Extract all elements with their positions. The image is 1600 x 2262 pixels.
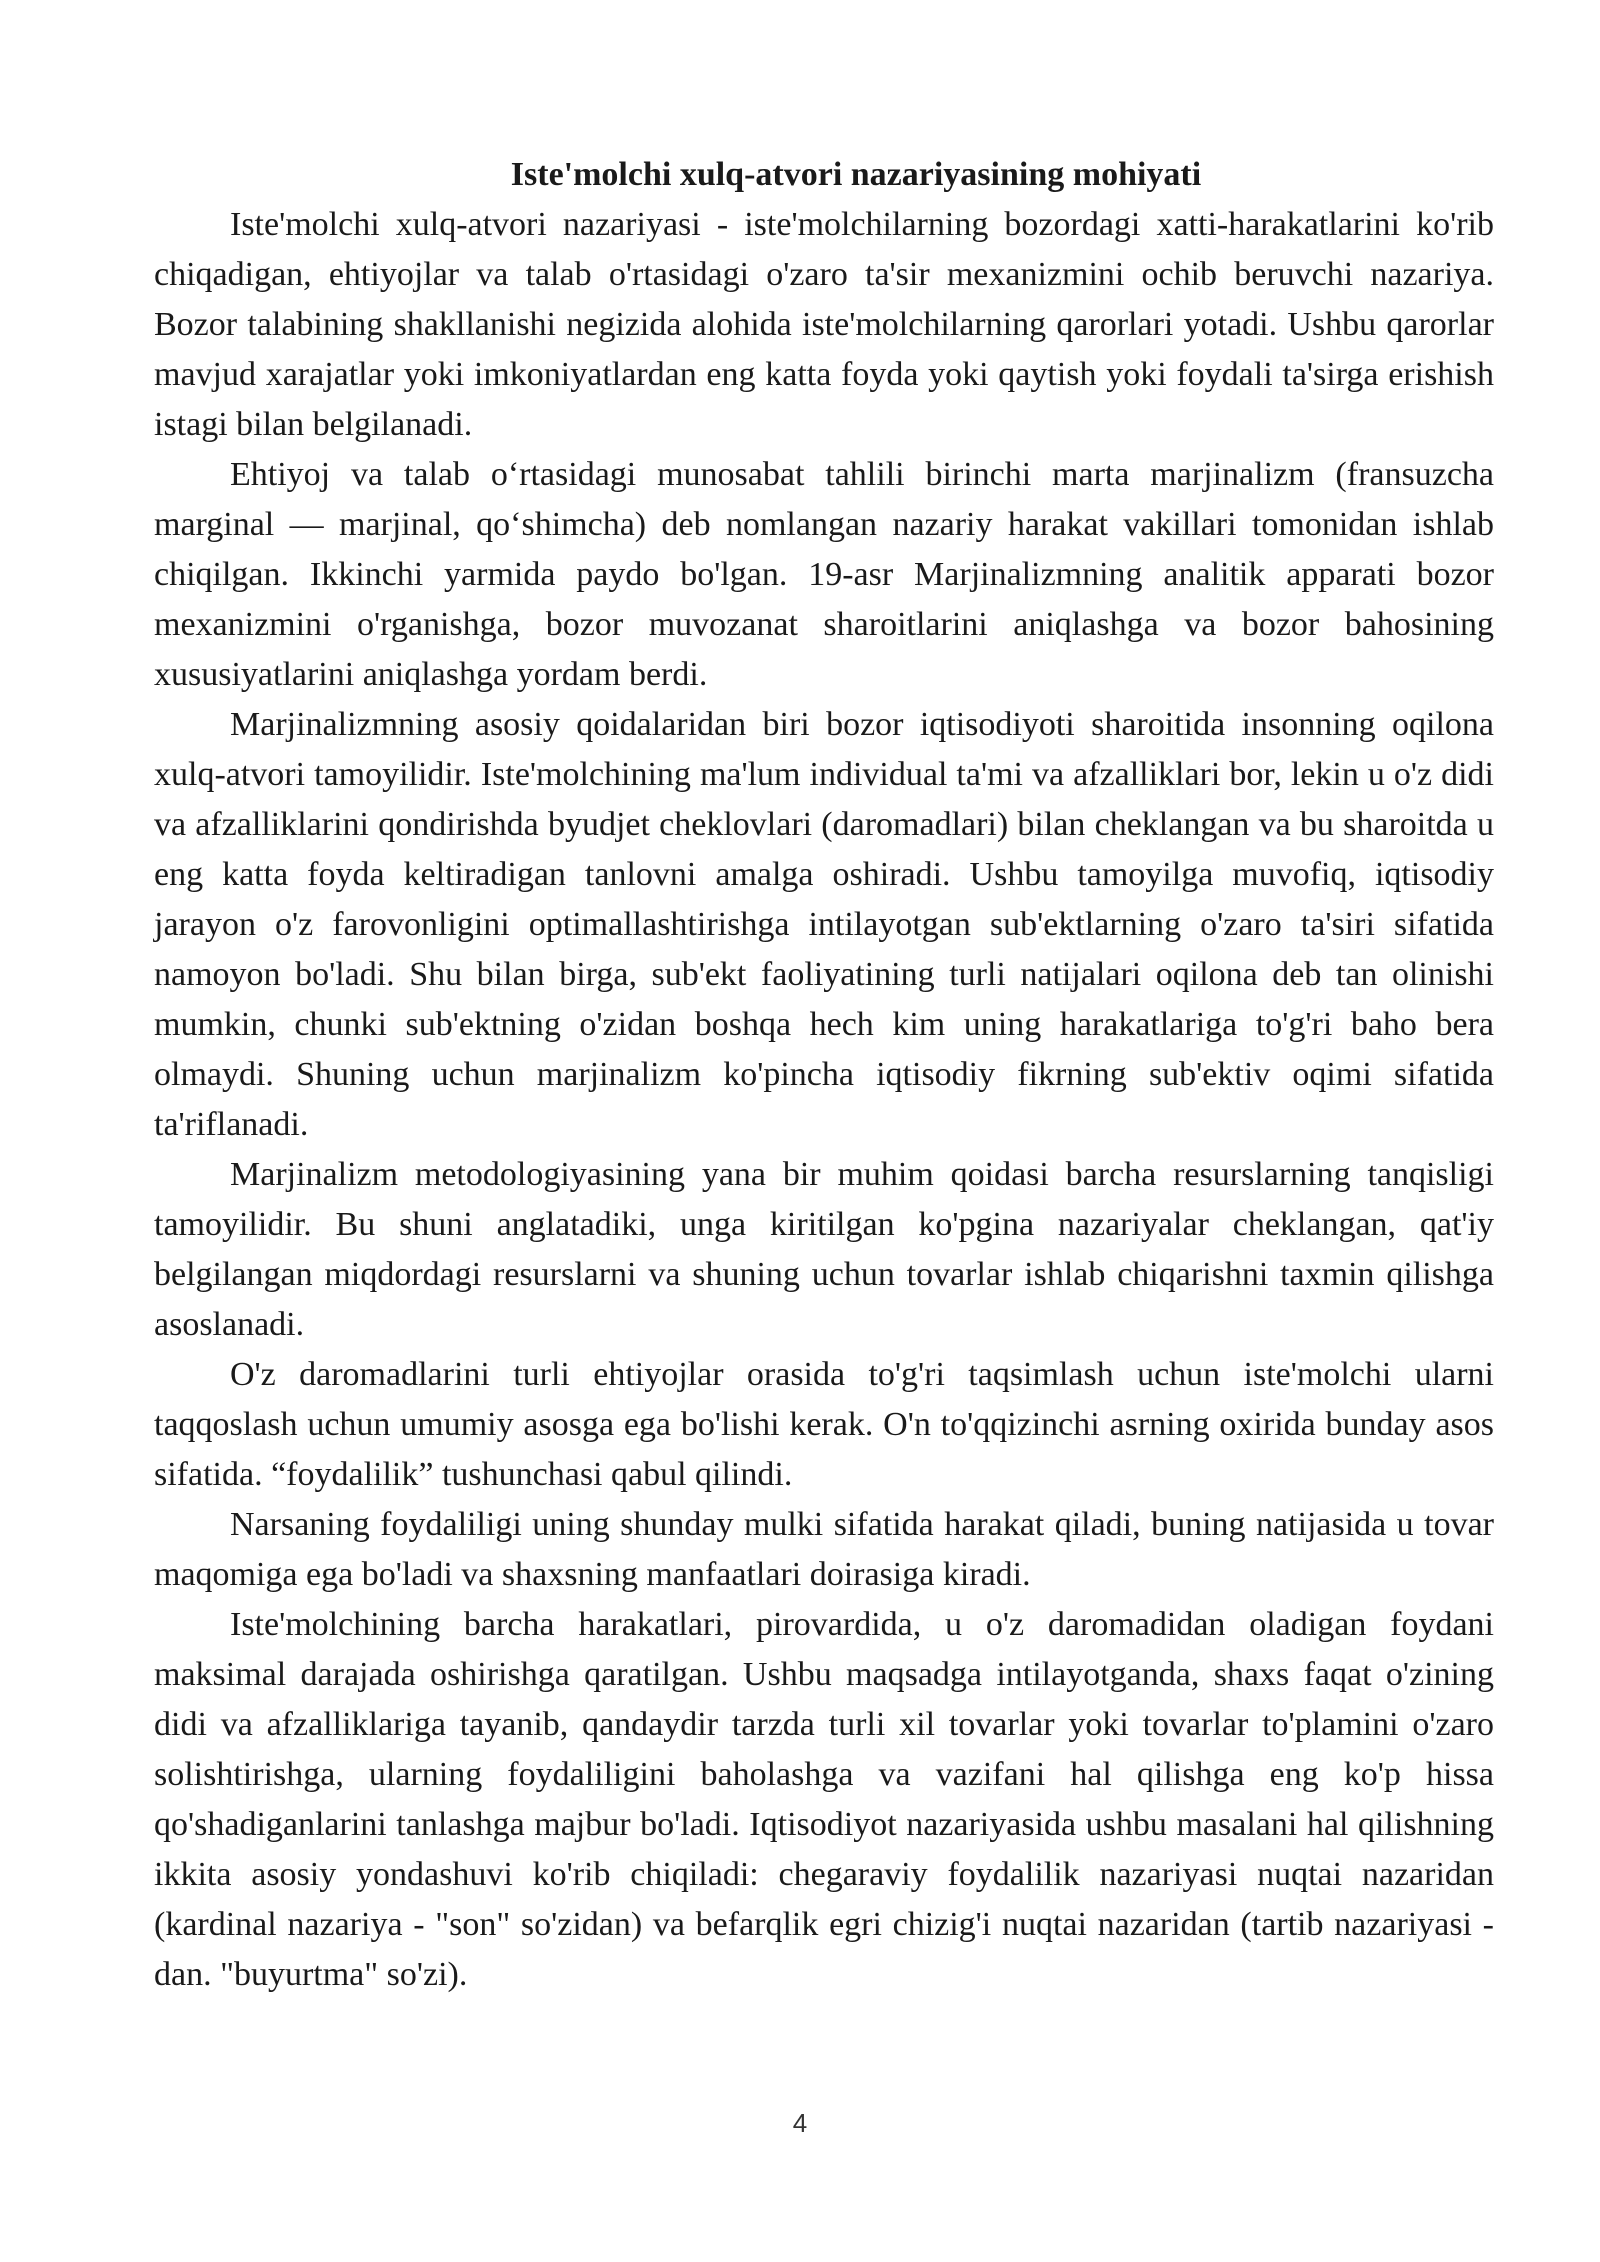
- page-content: [154, 150, 1494, 2000]
- page-number: 4: [792, 2108, 808, 2138]
- paragraph-5: O'z daromadlarini turli ehtiyojlar orasida to'g'ri taqsimlash uchun iste'molchi ularni taqqoslash uchun umumiy asosga ega bo'lishi kerak. O'n to'qqizinchi asrning oxirida bunday asos sifatida. “foydalilik” tushunchasi qabul qilindi.: [154, 1356, 1494, 1493]
- paragraph-7: Iste'molchining barcha harakatlari, pirovardida, u o'z daromadidan oladigan foydani maksimal darajada oshirishga qaratilgan. Ushbu maqsadga intilayotganda, shaxs faqat o'zining didi va afzalliklariga tayanib, qandaydir tarzda turli xil tovarlar yoki tovarlar to'plamini o'zaro solishtirishga, ularning foydaliligini baholashga va vazifani hal qilishga eng ko'p hissa qo'shadiganlarini tanlashga majbur bo'ladi. Iqtisodiyot nazariyasida ushbu masalani hal qilishning ikkita asosiy yondashuvi ko'rib chiqiladi: chegaraviy foydalilik nazariyasi nuqtai nazaridan (kardinal nazariya - "son" so'zidan) va befarqlik egri chizig'i nuqtai nazaridan (tartib nazariyasi - dan. "buyurtma" so'zi).: [154, 1606, 1494, 1993]
- paragraph-6: Narsaning foydaliligi uning shunday mulki sifatida harakat qiladi, buning natijasida u tovar maqomiga ega bo'ladi va shaxsning manfaatlari doirasiga kiradi.: [154, 1506, 1494, 1593]
- paragraph-3: Marjinalizmning asosiy qoidalaridan biri bozor iqtisodiyoti sharoitida insonning oqilona xulq-atvori tamoyilidir. Iste'molchining ma'lum individual ta'mi va afzalliklari bor, lekin u o'z didi va afzalliklarini qondirishda byudjet cheklovlari (daromadlari) bilan cheklangan va bu sharoitda u eng katta foyda keltiradigan tanlovni amalga oshiradi. Ushbu tamoyilga muvofiq, iqtisodiy jarayon o'z farovonligini optimallashtirishga intilayotgan sub'ektlarning o'zaro ta'siri sifatida namoyon bo'ladi. Shu bilan birga, sub'ekt faoliyatining turli natijalari oqilona deb tan olinishi mumkin, chunki sub'ektning o'zidan boshqa hech kim uning harakatlariga to'g'ri baho bera olmaydi. Shuning uchun marjinalizm ko'pincha iqtisodiy fikrning sub'ektiv oqimi sifatida ta'riflanadi.: [154, 706, 1494, 1143]
- paragraph-1: Iste'molchi xulq-atvori nazariyasi - iste'molchilarning bozordagi xatti-harakatlarini ko'rib chiqadigan, ehtiyojlar va talab o'rtasidagi o'zaro ta'sir mexanizmini ochib beruvchi nazariya. Bozor talabining shakllanishi negizida alohida iste'molchilarning qarorlari yotadi. Ushbu qarorlar mavjud xarajatlar yoki imkoniyatlardan eng katta foyda yoki qaytish yoki foydali ta'sirga erishish istagi bilan belgilanadi.: [154, 206, 1494, 443]
- page-title: Iste'molchi xulq-atvori nazariyasining mohiyati: [510, 156, 1202, 193]
- paragraph-4: Marjinalizm metodologiyasining yana bir muhim qoidasi barcha resurslarning tanqisligi tamoyilidir. Bu shuni anglatadiki, unga kiritilgan ko'pgina nazariyalar cheklangan, qat'iy belgilangan miqdordagi resurslarni va shuning uchun tovarlar ishlab chiqarishni taxmin qilishga asoslanadi.: [154, 1156, 1494, 1343]
- paragraph-2: Ehtiyoj va talab o‘rtasidagi munosabat tahlili birinchi marta marjinalizm (fransuzcha marginal — marjinal, qo‘shimcha) deb nomlangan nazariy harakat vakillari tomonidan ishlab chiqilgan. Ikkinchi yarmida paydo bo'lgan. 19-asr Marjinalizmning analitik apparati bozor mexanizmini o'rganishga, bozor muvozanat sharoitlarini aniqlashga va bozor bahosining xususiyatlarini aniqlashga yordam berdi.: [154, 456, 1494, 693]
